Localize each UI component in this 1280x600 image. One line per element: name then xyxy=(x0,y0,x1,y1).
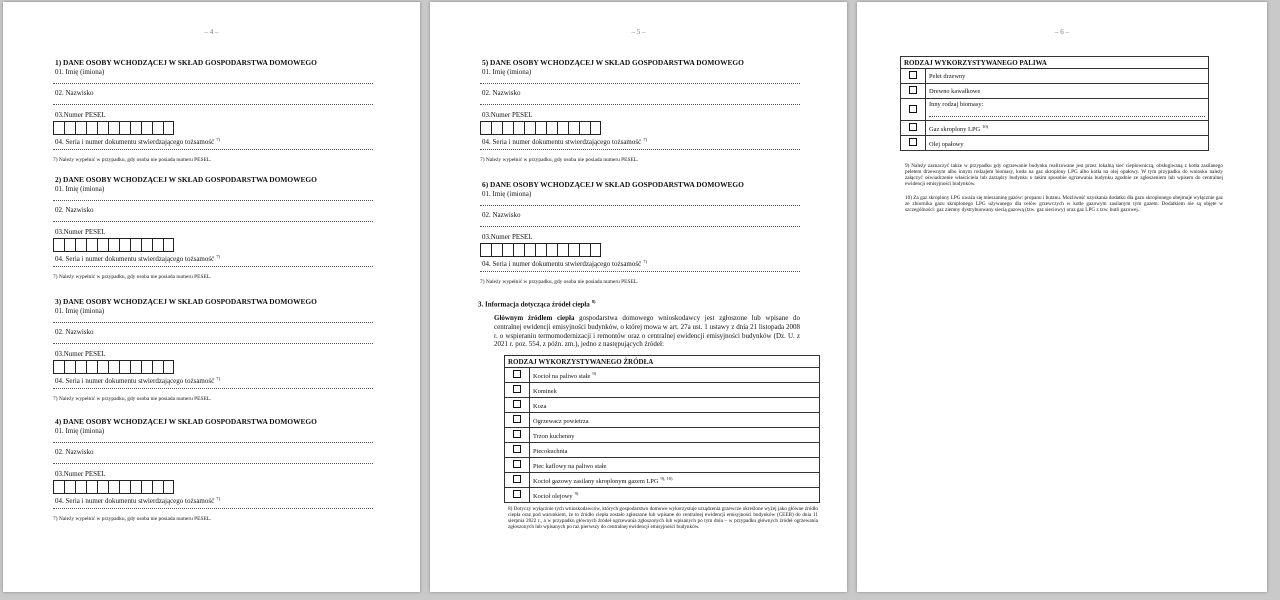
pesel-digit-box[interactable] xyxy=(535,243,546,257)
first-name-label: 01. Imię (imiona) xyxy=(55,427,105,435)
pesel-digit-box[interactable] xyxy=(163,121,174,135)
document-field[interactable] xyxy=(53,388,373,389)
pesel-digit-box[interactable] xyxy=(579,243,590,257)
last-name-field[interactable] xyxy=(480,104,800,105)
first-name-field[interactable] xyxy=(480,83,800,84)
fuel-sup: 10) xyxy=(982,123,989,129)
pesel-digit-box[interactable] xyxy=(53,360,64,374)
document-page-6 xyxy=(857,2,1267,592)
person-section-title: 3) DANE OSOBY WCHODZĄCEJ W SKŁAD GOSPODARSTWA DOMOWEGO xyxy=(55,297,317,306)
pesel-digit-box[interactable] xyxy=(119,480,130,494)
fuel-label: Gaz skroplony LPG xyxy=(929,125,981,133)
heat-info-footnote: 8) Dotyczy wyłącznie tych wnioskodawców, których gospodarstwo domowe wykorzystuje urządzenia grzewcze określone wyżej jako główne źródło ciepła oraz pod warunkiem, że to źródło ciepła zostało zgłoszone lub wpisane do centralnej ewidencji emisyjności budynków (CEEB) do dnia 11 sierpnia 2022 r., a w przypadku głównych źródeł ogrzewania zgłoszonych lub wpisanych po tym dniu – w przypadku głównych źródeł ogrzewania zgłoszonych lub wpisanych po raz pierwszy do centralnej ewidencji emisyjności budynków. xyxy=(508,506,818,531)
checkbox[interactable] xyxy=(909,71,917,79)
fuel-type-table xyxy=(900,56,1209,151)
pesel-digit-box[interactable] xyxy=(524,243,535,257)
pesel-digit-box[interactable] xyxy=(53,480,64,494)
pesel-digit-box[interactable] xyxy=(491,121,502,135)
pesel-digit-box[interactable] xyxy=(86,360,97,374)
document-field[interactable] xyxy=(480,271,800,272)
heat-source-label: Kocioł olejowy xyxy=(533,492,573,500)
pesel-digit-box[interactable] xyxy=(546,121,557,135)
pesel-footnote: 7) Należy wypełnić w przypadku, gdy osoba nie posiada numeru PESEL. xyxy=(53,396,212,403)
pesel-digit-box[interactable] xyxy=(524,121,535,135)
heat-source-row[interactable] xyxy=(505,398,820,413)
pesel-digit-box[interactable] xyxy=(75,360,86,374)
pesel-digit-box[interactable] xyxy=(141,238,152,252)
pesel-digit-box[interactable] xyxy=(590,121,601,135)
pesel-label: 03.Numer PESEL xyxy=(55,350,106,358)
pesel-label: 03.Numer PESEL xyxy=(55,228,106,236)
pesel-digit-box[interactable] xyxy=(513,243,524,257)
document-label: 04. Seria i numer dokumentu stwierdzającego tożsamość xyxy=(55,377,215,386)
heat-source-sup: 9) xyxy=(592,370,597,376)
pesel-digit-box[interactable] xyxy=(163,480,174,494)
pesel-digit-box[interactable] xyxy=(75,480,86,494)
checkbox[interactable] xyxy=(513,400,521,408)
document-label-sup: 7) xyxy=(216,376,220,381)
checkbox[interactable] xyxy=(513,490,521,498)
fuel-footnote-9: 9) Należy zaznaczyć także w przypadku gdy ogrzewanie budynku realizowane jest przez lokalną sieć ciepłowniczą, obsługiwaną z kotła zasilanego peletem drzewnym albo innym rodzajem biomasy, kotła na gaz skroplony LPG albo kotła na olej opałowy. W tym przypadku do wniosku należy załączyć oświadczenie właściciela lub zarządcy budynku o takim sposobie ogrzewania budynku zgodnie ze zgłoszeniem lub wpisem do centralnej ewidencji emisyjności budynków. xyxy=(905,163,1223,187)
pesel-label: 03.Numer PESEL xyxy=(482,233,533,241)
last-name-field[interactable] xyxy=(53,343,373,344)
checkbox[interactable] xyxy=(513,430,521,438)
fuel-row[interactable] xyxy=(901,99,1209,121)
pesel-footnote: 7) Należy wypełnić w przypadku, gdy osoba nie posiada numeru PESEL. xyxy=(53,274,212,281)
pesel-digit-box[interactable] xyxy=(97,360,108,374)
fuel-footnote-10: 10) Za gaz skroplony LPG uważa się mieszaninę gazów: propanu i butanu. Możliwość uzyskania dodatku dla gazu skroplonego obejmuje wyłącznie gaz ze zbiornika gazu skroplonego LPG używanego dla celów grzewczych w kotle gazowym zasilanym tym gazem. Dodatkiem nie są objęte w szczególności: gaz ziemny dystrybuowany siecią gazową (tzw. gaz sieciowy) oraz gaz LPG z tzw. butli gazowej. xyxy=(905,195,1223,213)
pesel-digit-box[interactable] xyxy=(119,238,130,252)
first-name-row[interactable] xyxy=(480,68,800,89)
pesel-digit-box[interactable] xyxy=(86,238,97,252)
pesel-digit-box[interactable] xyxy=(513,121,524,135)
pesel-digit-box[interactable] xyxy=(75,238,86,252)
last-name-row[interactable] xyxy=(480,211,800,232)
pesel-input[interactable] xyxy=(53,121,373,135)
last-name-label: 02. Nazwisko xyxy=(482,211,521,219)
document-label-sup: 7) xyxy=(216,254,220,259)
heat-source-label: Koza xyxy=(533,402,547,410)
document-field[interactable] xyxy=(480,149,800,150)
pesel-digit-box[interactable] xyxy=(141,121,152,135)
first-name-label: 01. Imię (imiona) xyxy=(482,190,532,198)
heat-info-text: gospodarstwa domowego wnioskodawcy jest zgłoszone lub wpisane do centralnej ewidencji emisyjności budynków, o której mowa w art. 27a ust. 1 ustawy z dnia 21 listopada 2008 r. o wspieraniu termomodernizacji i remontów oraz o centralnej ewidencji emisyjności budynków (Dz. U. z 2021 r. poz. 554, z późn. zm.), jedno z następujących źródeł: xyxy=(494,314,801,349)
pesel-digit-box[interactable] xyxy=(97,480,108,494)
other-biomass-field[interactable] xyxy=(929,116,1205,117)
last-name-row[interactable] xyxy=(53,206,373,227)
pesel-digit-box[interactable] xyxy=(64,121,75,135)
last-name-field[interactable] xyxy=(53,221,373,222)
person-section-6 xyxy=(480,180,800,285)
heat-source-sup: 9) xyxy=(574,490,579,496)
heat-source-row[interactable] xyxy=(505,443,820,458)
person-section-3 xyxy=(53,297,373,402)
first-name-field[interactable] xyxy=(53,83,373,84)
last-name-field[interactable] xyxy=(53,463,373,464)
heat-source-label: Trzon kuchenny xyxy=(533,432,575,440)
heat-source-row[interactable] xyxy=(505,428,820,443)
last-name-label: 02. Nazwisko xyxy=(55,206,94,214)
pesel-digit-box[interactable] xyxy=(130,360,141,374)
heat-source-row[interactable] xyxy=(505,458,820,473)
last-name-row[interactable] xyxy=(53,89,373,110)
heat-source-label: Kocioł gazowy zasilany skroplonym gazem LPG xyxy=(533,477,659,485)
pesel-digit-box[interactable] xyxy=(152,360,163,374)
last-name-row[interactable] xyxy=(53,448,373,469)
last-name-field[interactable] xyxy=(480,226,800,227)
pesel-digit-box[interactable] xyxy=(491,243,502,257)
heat-info-lead: Głównym źródłem ciepła xyxy=(494,314,575,323)
pesel-input[interactable] xyxy=(53,360,373,374)
person-section-title: 5) DANE OSOBY WCHODZĄCEJ W SKŁAD GOSPODARSTWA DOMOWEGO xyxy=(482,58,744,67)
checkbox[interactable] xyxy=(909,123,917,131)
pesel-digit-box[interactable] xyxy=(108,121,119,135)
heat-source-label: Piec kaflowy na paliwo stałe xyxy=(533,462,607,470)
document-label: 04. Seria i numer dokumentu stwierdzającego tożsamość xyxy=(482,138,642,147)
fuel-row[interactable] xyxy=(901,121,1209,136)
pesel-digit-box[interactable] xyxy=(480,121,491,135)
pesel-digit-box[interactable] xyxy=(141,480,152,494)
pesel-digit-box[interactable] xyxy=(557,243,568,257)
checkbox[interactable] xyxy=(513,475,521,483)
pesel-digit-box[interactable] xyxy=(97,238,108,252)
person-section-5 xyxy=(480,58,800,163)
checkbox[interactable] xyxy=(909,105,917,113)
pesel-digit-box[interactable] xyxy=(64,238,75,252)
pesel-digit-box[interactable] xyxy=(579,121,590,135)
last-name-label: 02. Nazwisko xyxy=(55,328,94,336)
heat-source-row[interactable] xyxy=(505,383,820,398)
fuel-label: Olej opałowy xyxy=(929,140,964,148)
pesel-digit-box[interactable] xyxy=(75,121,86,135)
pesel-footnote: 7) Należy wypełnić w przypadku, gdy osoba nie posiada numeru PESEL. xyxy=(53,157,212,164)
heat-info-paragraph xyxy=(494,314,800,349)
heat-source-sup: 9), 10) xyxy=(660,475,673,481)
page-number: – 5 – xyxy=(631,28,646,36)
heat-source-row[interactable] xyxy=(505,413,820,428)
pesel-digit-box[interactable] xyxy=(108,360,119,374)
person-section-title: 2) DANE OSOBY WCHODZĄCEJ W SKŁAD GOSPODARSTWA DOMOWEGO xyxy=(55,175,317,184)
pesel-digit-box[interactable] xyxy=(108,480,119,494)
last-name-label: 02. Nazwisko xyxy=(55,448,94,456)
person-section-title: 6) DANE OSOBY WCHODZĄCEJ W SKŁAD GOSPODARSTWA DOMOWEGO xyxy=(482,180,744,189)
checkbox[interactable] xyxy=(513,460,521,468)
person-section-1 xyxy=(53,58,373,163)
fuel-label: Inny rodzaj biomasy: xyxy=(929,101,984,109)
pesel-digit-box[interactable] xyxy=(130,480,141,494)
pesel-digit-box[interactable] xyxy=(590,243,601,257)
document-label-sup: 7) xyxy=(643,137,647,142)
pesel-digit-box[interactable] xyxy=(130,121,141,135)
pesel-digit-box[interactable] xyxy=(130,238,141,252)
first-name-label: 01. Imię (imiona) xyxy=(482,68,532,76)
checkbox[interactable] xyxy=(513,445,521,453)
page-number: – 6 – xyxy=(1055,28,1069,36)
checkbox[interactable] xyxy=(513,370,521,378)
pesel-digit-box[interactable] xyxy=(86,121,97,135)
fuel-row[interactable] xyxy=(901,84,1209,99)
checkbox[interactable] xyxy=(909,86,917,94)
document-label: 04. Seria i numer dokumentu stwierdzającego tożsamość xyxy=(55,138,215,147)
document-page-5 xyxy=(430,2,847,592)
heat-source-info xyxy=(478,299,818,531)
checkbox[interactable] xyxy=(513,415,521,423)
checkbox[interactable] xyxy=(513,385,521,393)
pesel-digit-box[interactable] xyxy=(502,121,513,135)
pesel-digit-box[interactable] xyxy=(535,121,546,135)
pesel-digit-box[interactable] xyxy=(152,480,163,494)
pesel-digit-box[interactable] xyxy=(163,360,174,374)
last-name-field[interactable] xyxy=(53,104,373,105)
heat-source-label: Kocioł na paliwo stałe xyxy=(533,372,591,380)
pesel-digit-box[interactable] xyxy=(64,480,75,494)
heat-source-row[interactable] xyxy=(505,368,820,383)
person-section-title: 4) DANE OSOBY WCHODZĄCEJ W SKŁAD GOSPODARSTWA DOMOWEGO xyxy=(55,417,317,426)
pesel-digit-box[interactable] xyxy=(502,243,513,257)
heat-source-table-header: RODZAJ WYKORZYSTYWANEGO ŹRÓDŁA xyxy=(505,356,820,368)
pesel-digit-box[interactable] xyxy=(64,360,75,374)
document-label: 04. Seria i numer dokumentu stwierdzającego tożsamość xyxy=(482,260,642,269)
pesel-footnote: 7) Należy wypełnić w przypadku, gdy osoba nie posiada numeru PESEL. xyxy=(53,516,212,523)
pesel-digit-box[interactable] xyxy=(152,238,163,252)
first-name-row[interactable] xyxy=(53,68,373,89)
pesel-digit-box[interactable] xyxy=(141,360,152,374)
pesel-digit-box[interactable] xyxy=(480,243,491,257)
pesel-digit-box[interactable] xyxy=(86,480,97,494)
heat-source-table xyxy=(504,355,820,503)
document-label-sup: 7) xyxy=(216,137,220,142)
person-section-4 xyxy=(53,417,373,522)
last-name-row[interactable] xyxy=(480,89,800,110)
pesel-label: 03.Numer PESEL xyxy=(482,111,533,119)
first-name-row[interactable] xyxy=(53,185,373,206)
fuel-label: Drewno kawałkowe xyxy=(929,88,981,96)
fuel-table-header: RODZAJ WYKORZYSTYWANEGO PALIWA xyxy=(901,57,1209,69)
heat-source-label: Kominek xyxy=(533,387,557,395)
first-name-field[interactable] xyxy=(53,442,373,443)
pesel-digit-box[interactable] xyxy=(53,238,64,252)
person-section-title: 1) DANE OSOBY WCHODZĄCEJ W SKŁAD GOSPODARSTWA DOMOWEGO xyxy=(55,58,317,67)
pesel-input[interactable] xyxy=(53,480,373,494)
document-field[interactable] xyxy=(53,508,373,509)
heat-source-row[interactable] xyxy=(505,473,820,488)
first-name-field[interactable] xyxy=(480,205,800,206)
document-label-sup: 7) xyxy=(643,259,647,264)
fuel-row[interactable] xyxy=(901,136,1209,151)
pesel-input[interactable] xyxy=(53,238,373,252)
pesel-digit-box[interactable] xyxy=(152,121,163,135)
pesel-digit-box[interactable] xyxy=(119,360,130,374)
page-number: – 4 – xyxy=(204,28,219,36)
pesel-digit-box[interactable] xyxy=(53,121,64,135)
heat-source-label: Ogrzewacz powietrza xyxy=(533,417,589,425)
document-page-4 xyxy=(3,2,420,592)
pesel-footnote: 7) Należy wypełnić w przypadku, gdy osoba nie posiada numeru PESEL. xyxy=(480,157,639,164)
document-label: 04. Seria i numer dokumentu stwierdzającego tożsamość xyxy=(55,497,215,506)
first-name-row[interactable] xyxy=(53,427,373,448)
first-name-label: 01. Imię (imiona) xyxy=(55,185,105,193)
document-label: 04. Seria i numer dokumentu stwierdzającego tożsamość xyxy=(55,255,215,264)
last-name-label: 02. Nazwisko xyxy=(55,89,94,97)
pesel-digit-box[interactable] xyxy=(163,238,174,252)
fuel-label: Pelet drzewny xyxy=(929,73,966,81)
first-name-label: 01. Imię (imiona) xyxy=(55,307,105,315)
pesel-digit-box[interactable] xyxy=(108,238,119,252)
heat-info-title: 3. Informacja dotycząca źródeł ciepła xyxy=(478,300,590,309)
last-name-row[interactable] xyxy=(53,328,373,349)
pesel-input[interactable] xyxy=(480,243,800,257)
first-name-row[interactable] xyxy=(53,307,373,328)
pesel-digit-box[interactable] xyxy=(568,121,579,135)
document-label-sup: 7) xyxy=(216,496,220,501)
pesel-input[interactable] xyxy=(480,121,800,135)
document-field[interactable] xyxy=(53,149,373,150)
heat-source-label: Piecokuchnia xyxy=(533,447,568,455)
person-section-2 xyxy=(53,175,373,280)
pesel-digit-box[interactable] xyxy=(546,243,557,257)
heat-info-title-sup: 8) xyxy=(591,299,596,304)
fuel-row[interactable] xyxy=(901,69,1209,84)
first-name-field[interactable] xyxy=(53,200,373,201)
pesel-digit-box[interactable] xyxy=(568,243,579,257)
pesel-digit-box[interactable] xyxy=(557,121,568,135)
pesel-digit-box[interactable] xyxy=(119,121,130,135)
first-name-field[interactable] xyxy=(53,322,373,323)
first-name-label: 01. Imię (imiona) xyxy=(55,68,105,76)
pesel-digit-box[interactable] xyxy=(97,121,108,135)
pesel-footnote: 7) Należy wypełnić w przypadku, gdy osoba nie posiada numeru PESEL. xyxy=(480,279,639,286)
pesel-label: 03.Numer PESEL xyxy=(55,470,106,478)
pesel-label: 03.Numer PESEL xyxy=(55,111,106,119)
first-name-row[interactable] xyxy=(480,190,800,211)
document-field[interactable] xyxy=(53,266,373,267)
last-name-label: 02. Nazwisko xyxy=(482,89,521,97)
heat-source-row[interactable] xyxy=(505,488,820,503)
checkbox[interactable] xyxy=(909,138,917,146)
